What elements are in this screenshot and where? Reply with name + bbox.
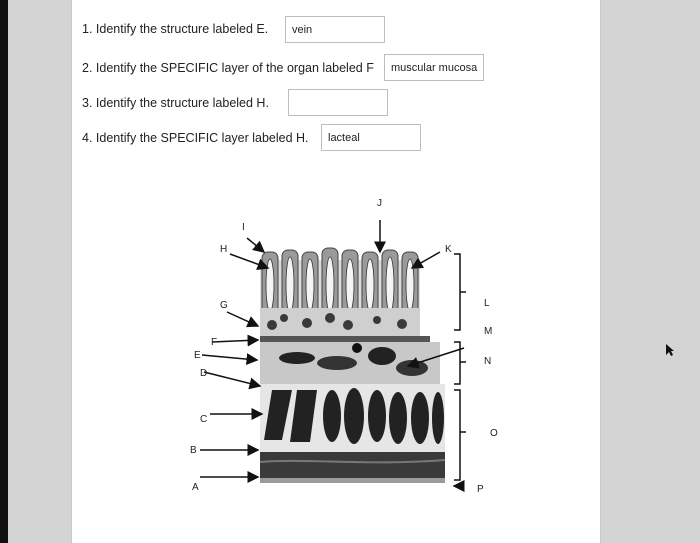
label-I: I — [242, 222, 245, 233]
longitudinal-muscle-layer — [260, 452, 445, 483]
answer-field-1[interactable]: vein — [285, 16, 385, 43]
label-N: N — [484, 356, 492, 367]
label-C: C — [200, 414, 208, 425]
worksheet-page — [72, 0, 600, 543]
question-3-number: 3. — [82, 96, 93, 110]
question-4-text: Identify the SPECIFIC layer labeled H. — [95, 131, 309, 145]
answer-field-3[interactable] — [288, 89, 388, 116]
layer-brackets — [454, 254, 466, 480]
label-P: P — [477, 484, 484, 495]
label-H: H — [220, 244, 228, 255]
label-D: D — [200, 368, 208, 379]
left-edge-bar — [0, 0, 8, 543]
question-2 — [82, 61, 374, 75]
label-B: B — [190, 445, 197, 456]
answer-field-2[interactable]: muscular mucosa — [384, 54, 484, 81]
answer-field-4[interactable]: lacteal — [321, 124, 421, 151]
question-3 — [82, 96, 269, 110]
question-3-text: Identify the structure labeled H. — [95, 96, 269, 110]
submucosa-layer — [260, 336, 440, 384]
circular-muscle-layer — [260, 384, 445, 452]
label-M: M — [484, 326, 493, 337]
arrow-cursor-icon — [665, 343, 675, 357]
question-1-text: Identify the structure labeled E. — [95, 22, 269, 36]
label-L: L — [484, 298, 490, 309]
label-E: E — [194, 350, 201, 361]
label-F: F — [211, 337, 218, 348]
label-G: G — [220, 300, 228, 311]
label-O: O — [490, 428, 498, 439]
question-1 — [82, 22, 268, 36]
question-4 — [82, 131, 309, 145]
question-2-text: Identify the SPECIFIC layer of the organ labeled F — [95, 61, 374, 75]
question-1-number: 1. — [82, 22, 93, 36]
question-2-number: 2. — [82, 61, 93, 75]
intestinal-wall-diagram — [172, 190, 512, 500]
label-A: A — [192, 482, 199, 493]
label-K: K — [445, 244, 452, 255]
crypt-layer — [260, 308, 420, 336]
question-4-number: 4. — [82, 131, 93, 145]
label-J: J — [377, 198, 382, 209]
